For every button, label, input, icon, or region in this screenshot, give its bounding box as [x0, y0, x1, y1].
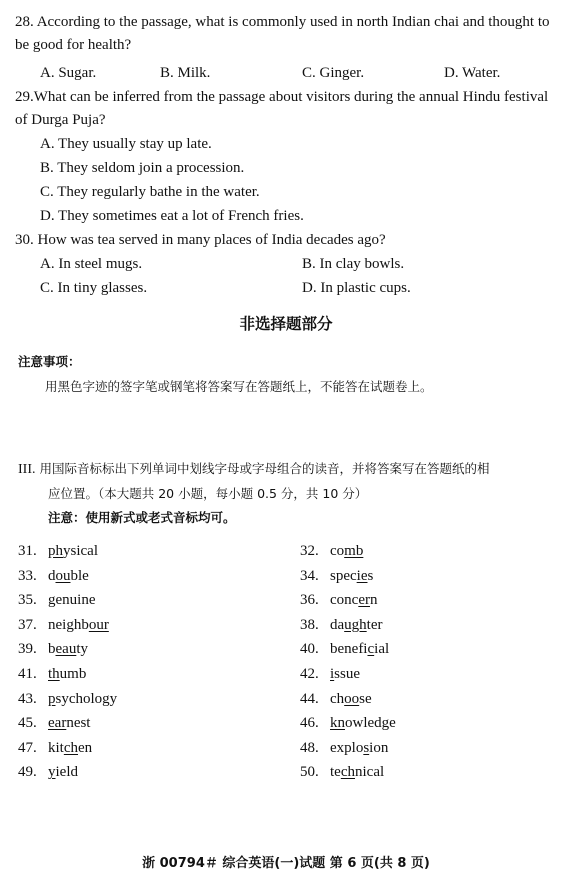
word-item: [18, 663, 86, 686]
underlined-letters: g: [48, 592, 56, 609]
word-text: spec: [330, 567, 357, 584]
underlined-letters: our: [88, 616, 109, 633]
option-d: D. Water.: [444, 65, 501, 81]
word-item: [300, 614, 383, 637]
underlined-letters: s: [363, 739, 370, 756]
instruction-line2: 应位置。（本大题共 20 小题，每小题 0.5 分，共 10 分）: [48, 486, 368, 501]
word-text: da: [330, 616, 345, 633]
word-text: ssue: [334, 666, 361, 682]
word-item: [300, 589, 377, 612]
option-a: A. Sugar.: [40, 65, 97, 81]
word-number: 48.: [300, 739, 319, 756]
word-text: se: [359, 690, 372, 707]
question-number: 29.: [15, 89, 34, 105]
word-item: [300, 663, 360, 686]
section-title: 非选择题部分: [239, 315, 333, 333]
word-text: ion: [369, 739, 389, 756]
word-item: [300, 737, 388, 760]
underlined-letters: i: [330, 666, 335, 682]
option-b: B. In clay bowls.: [302, 256, 405, 272]
word-text: ysical: [63, 543, 98, 559]
underlined-letters: ch: [340, 764, 355, 781]
word-number: 43.: [18, 690, 37, 707]
notice-heading: 注意事项：: [18, 354, 81, 369]
word-item: [300, 712, 396, 735]
word-number: 49.: [18, 764, 37, 781]
question-stem-line1: According to the passage, what is commonly used in north Indian chai and: [36, 14, 485, 30]
question-29: [15, 86, 560, 132]
word-number: 32.: [300, 543, 319, 559]
underlined-letters: ou: [55, 567, 71, 584]
word-number: 46.: [300, 715, 319, 732]
word-item: [18, 589, 95, 612]
word-number: 36.: [300, 592, 319, 609]
notice-body: 用黑色字迹的签字笔或钢笔将答案写在答题纸上，不能答在试题卷上。: [45, 379, 433, 394]
word-item: [300, 638, 389, 661]
question-29-stem: [15, 86, 560, 132]
word-item: [18, 688, 117, 711]
word-number: 41.: [18, 666, 37, 682]
word-text: umb: [59, 666, 87, 682]
underlined-letters: er: [358, 592, 370, 609]
word-number: 50.: [300, 764, 319, 781]
word-number: 42.: [300, 666, 319, 682]
word-text: d: [48, 567, 56, 584]
word-text: ble: [70, 567, 89, 584]
option-d: D. In plastic cups.: [302, 280, 411, 296]
word-item: [18, 761, 78, 784]
option-a: A. In steel mugs.: [40, 256, 143, 272]
underlined-letters: oo: [344, 690, 360, 707]
underlined-letters: ugh: [344, 616, 367, 633]
word-number: 34.: [300, 567, 319, 584]
option-d: D. They sometimes eat a lot of French fries.: [40, 208, 304, 224]
word-item: [18, 737, 92, 760]
option-b: B. Milk.: [160, 65, 211, 81]
underlined-letters: kn: [330, 715, 345, 732]
section-number: III.: [18, 462, 36, 477]
option-b: B. They seldom join a procession.: [40, 160, 245, 176]
option-a: A. They usually stay up late.: [40, 136, 212, 152]
option-c: C. Ginger.: [302, 65, 365, 81]
question-number: 30.: [15, 232, 34, 248]
underlined-letters: th: [48, 666, 60, 682]
word-text: enuine: [55, 592, 96, 609]
word-text: ial: [374, 641, 390, 658]
word-number: 33.: [18, 567, 37, 584]
word-number: 38.: [300, 616, 319, 633]
question-28: [15, 11, 560, 57]
word-text: ch: [330, 690, 345, 707]
instruction-line3: 注意：使用新式或老式音标均可。: [48, 510, 236, 525]
option-c: C. In tiny glasses.: [40, 280, 148, 296]
word-item: [18, 712, 90, 735]
question-number: 28.: [15, 14, 34, 30]
word-number: 40.: [300, 641, 319, 658]
word-text: conc: [330, 592, 359, 609]
word-number: 39.: [18, 641, 37, 658]
underlined-letters: y: [48, 764, 56, 781]
word-item: [300, 565, 373, 588]
word-text: en: [78, 739, 93, 756]
question-28-stem: [15, 11, 560, 57]
word-item: [18, 638, 88, 661]
underlined-letters: ear: [48, 715, 67, 732]
word-text: nical: [355, 764, 385, 781]
question-stem-line1: What can be inferred from the passage about visitors during the annual Hindu: [33, 89, 501, 105]
word-text: ter: [366, 616, 383, 633]
word-item: [300, 688, 372, 711]
word-number: 45.: [18, 715, 37, 732]
question-stem-line2: festival of Durga Puja?: [15, 89, 549, 128]
word-text: explo: [330, 739, 364, 756]
word-item: [18, 614, 109, 637]
underlined-letters: ch: [63, 739, 79, 756]
question-stem-line2: thought to be good for health?: [15, 14, 550, 53]
word-number: 47.: [18, 739, 37, 756]
word-text: co: [330, 543, 345, 559]
word-text: owledge: [345, 715, 396, 732]
option-c: C. They regularly bathe in the water.: [40, 184, 260, 200]
word-text: benefi: [330, 641, 368, 658]
word-item: [300, 761, 384, 784]
word-text: ield: [55, 764, 78, 781]
word-item: [18, 565, 89, 588]
word-number: 44.: [300, 690, 319, 707]
word-item: [300, 540, 363, 563]
word-number: 37.: [18, 616, 37, 633]
word-text: kit: [48, 739, 64, 756]
question-stem-line1: How was tea served in many places of India decades ago?: [37, 232, 386, 248]
underlined-letters: ph: [48, 543, 63, 559]
word-text: n: [369, 592, 378, 609]
word-text: b: [48, 641, 56, 658]
word-number: 31.: [18, 543, 37, 559]
instruction-line1: 用国际音标标出下列单词中划线字母或字母组合的读音，并将答案写在答题纸的相: [39, 461, 490, 476]
underlined-letters: ie: [356, 567, 368, 584]
word-text: ty: [76, 641, 88, 658]
word-text: sychology: [55, 690, 118, 707]
section-3-instructions: [18, 457, 566, 530]
word-number: 35.: [18, 592, 37, 609]
word-item: [18, 540, 98, 563]
underlined-letters: p: [48, 690, 56, 707]
word-text: s: [367, 567, 374, 584]
word-text: te: [330, 764, 341, 781]
word-text: neighb: [48, 616, 89, 633]
word-text: nest: [66, 715, 91, 732]
page-footer: 浙 00794＃ 综合英语(一)试题 第 6 页(共 8 页): [142, 856, 430, 871]
underlined-letters: eau: [55, 641, 77, 658]
underlined-letters: c: [367, 641, 375, 658]
underlined-letters: mb: [344, 543, 364, 559]
question-30: [15, 229, 560, 252]
